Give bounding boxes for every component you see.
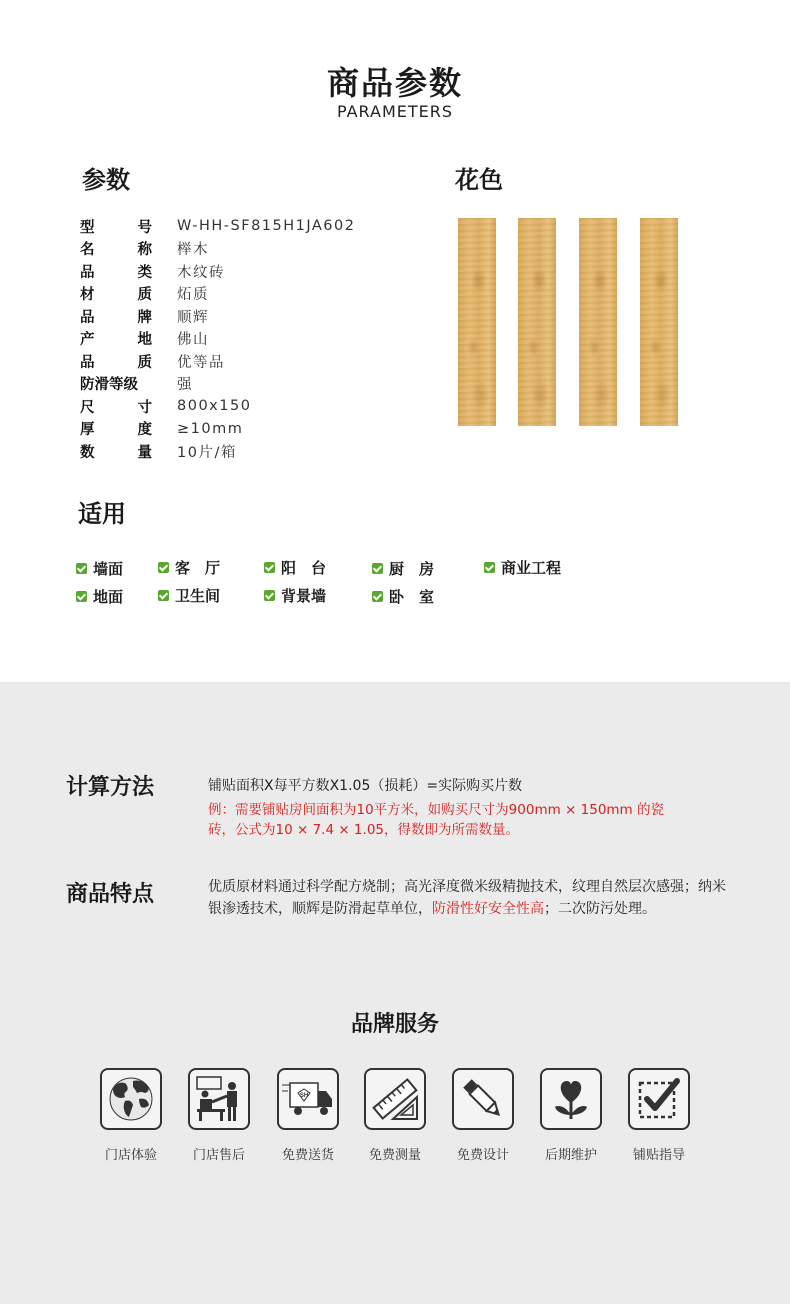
service-free-measurement: 免费测量 <box>363 1068 427 1163</box>
spec-row <box>80 418 420 441</box>
spec-value: 800x150 <box>177 398 252 415</box>
globe-icon <box>107 1075 155 1123</box>
ruler-icon <box>371 1075 419 1123</box>
spec-row <box>80 260 420 283</box>
calc-formula: 铺贴面积X每平方数X1.05（损耗）=实际购买片数 <box>208 778 523 794</box>
brand-heading: 品牌服务 <box>350 1012 439 1037</box>
spec-key: 数 量 <box>80 444 152 461</box>
delivery-truck-icon <box>282 1077 334 1121</box>
check-icon <box>264 562 275 573</box>
page-title: 商品参数 <box>326 64 463 102</box>
truck-label: SH <box>299 1093 309 1099</box>
check-icon <box>372 563 383 574</box>
check-icon <box>158 562 169 573</box>
service-free-design: 免费设计 <box>451 1068 515 1163</box>
check-icon <box>158 590 169 601</box>
pencil-icon <box>459 1075 507 1123</box>
wood-swatch <box>579 218 617 426</box>
spec-key: 厚 度 <box>80 422 152 439</box>
params-heading: 参数 <box>82 166 130 194</box>
calc-example: 例：需要铺贴房间面积为10平方米，如购买尺寸为900mm × 150mm 的瓷 砖，公式为10 × 7.4 × 1.05，得数即为所需数量。 <box>208 802 665 838</box>
calc-heading: 计算方法 <box>66 775 155 800</box>
usage-item: 墙面 <box>76 558 123 579</box>
check-icon <box>76 563 87 574</box>
usage-item: 背景墙 <box>264 585 326 606</box>
service-maintenance: 后期维护 <box>539 1068 603 1163</box>
spec-row <box>80 373 420 396</box>
color-swatches <box>458 218 680 426</box>
wood-swatch <box>640 218 678 426</box>
spec-list <box>80 215 420 463</box>
spec-row <box>80 395 420 418</box>
usage-item: 卧 室 <box>372 586 434 607</box>
features-text: 优质原材料通过科学配方烧制；高光泽度微米级精抛技术，纹理自然层次感强；纳米银渗透技术，顺辉是防滑起草单位，防滑性好安全性高；二次防污处理。 <box>208 879 726 917</box>
check-icon <box>264 590 275 601</box>
usage-item: 客 厅 <box>158 557 220 578</box>
spec-row <box>80 440 420 463</box>
service-installation-guide: 铺贴指导 <box>627 1068 691 1163</box>
spec-row <box>80 283 420 306</box>
spec-key: 品 质 <box>80 354 152 371</box>
colors-heading: 花色 <box>455 166 503 194</box>
spec-value: 优等品 <box>177 354 225 371</box>
usage-item: 地面 <box>76 586 123 607</box>
usage-item: 商业工程 <box>484 557 561 578</box>
spec-key: 产 地 <box>80 332 152 349</box>
spec-row <box>80 350 420 373</box>
wood-swatch <box>518 218 556 426</box>
spec-key: 型 号 <box>80 219 152 236</box>
spec-row <box>80 238 420 261</box>
service-free-delivery: SH 免费送货 <box>276 1068 340 1163</box>
usage-heading: 适用 <box>78 500 126 528</box>
spec-value: W-HH-SF815H1JA602 <box>177 218 356 235</box>
spec-row <box>80 305 420 328</box>
service-after-sales: 门店售后 <box>187 1068 251 1163</box>
checkbox-icon <box>635 1075 683 1123</box>
usage-item: 卫生间 <box>158 585 220 606</box>
check-icon <box>372 591 383 602</box>
spec-key: 防滑等级 <box>80 377 138 394</box>
spec-key: 品 牌 <box>80 309 152 326</box>
page-subtitle: PARAMETERS <box>336 102 454 121</box>
spec-value: ≥10mm <box>177 420 244 437</box>
check-icon <box>484 562 495 573</box>
check-icon <box>76 591 87 602</box>
service-store-experience: 门店体验 <box>99 1068 163 1163</box>
spec-key: 材 质 <box>80 287 152 304</box>
wood-swatch <box>458 218 496 426</box>
spec-key: 尺 寸 <box>80 399 152 416</box>
spec-value: 木纹砖 <box>177 264 225 281</box>
spec-value: 炻质 <box>177 287 209 304</box>
usage-item: 阳 台 <box>264 557 326 578</box>
features-heading: 商品特点 <box>66 882 155 907</box>
service-desk-icon <box>194 1074 244 1124</box>
spec-value: 强 <box>177 377 193 394</box>
spec-row <box>80 328 420 351</box>
spec-key: 名 称 <box>80 242 152 259</box>
spec-value: 佛山 <box>177 332 209 349</box>
usage-item: 厨 房 <box>372 558 434 579</box>
spec-value: 10片/箱 <box>177 444 237 461</box>
spec-value: 榉木 <box>177 242 209 259</box>
spec-row <box>80 215 420 238</box>
spec-value: 顺辉 <box>177 309 209 326</box>
heart-plant-icon <box>547 1075 595 1123</box>
spec-key: 品 类 <box>80 264 152 281</box>
